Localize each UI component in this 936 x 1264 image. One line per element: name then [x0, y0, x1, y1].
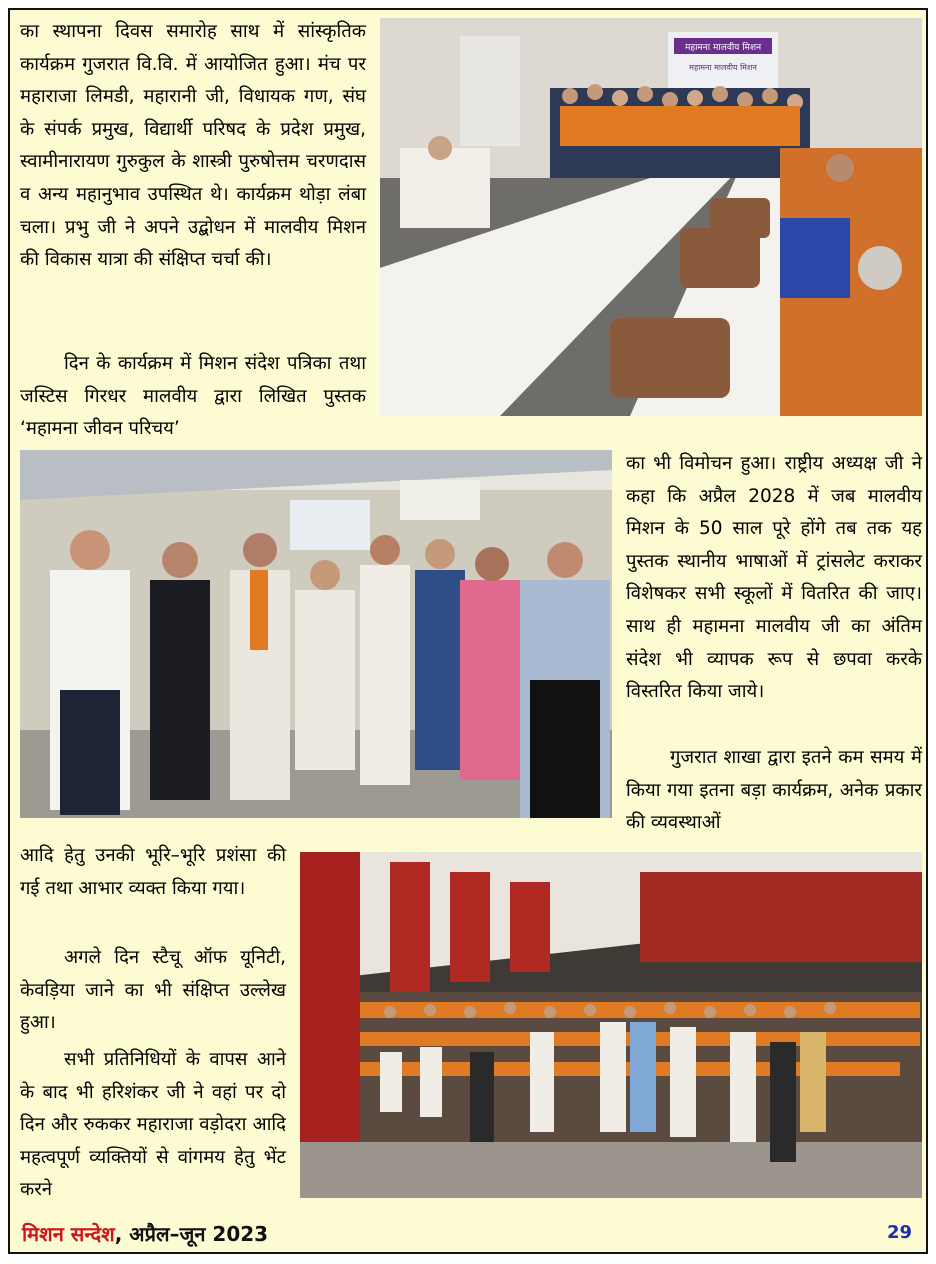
article-paragraph-1: का स्थापना दिवस समारोह साथ में सांस्कृतिक कार्यक्रम गुजरात वि.वि. में आयोजित हुआ। मंच पर महाराजा लिमडी, महारानी जी, विधायक गण, संघ के संपर्क प्रमुख, विद्यार्थी परिषद के प्रदेश प्रमुख, स्वामीनारायण गुरुकुल के शास्त्री पुरुषोत्तम चरणदास व अन्य महानुभाव उपस्थित थे। कार्यक्रम थोड़ा लंबा चला। प्रभु जी ने अपने उद्बोधन में मालवीय मिशन की विकास यात्रा की संक्षिप्त चर्चा की।: [20, 21, 366, 271]
footer-issue: , अप्रैल–जून 2023: [114, 1222, 269, 1246]
magazine-page: [8, 8, 928, 1254]
article-paragraph-3: का भी विमोचन हुआ। राष्ट्रीय अध्यक्ष जी ने कहा कि अप्रैल 2028 में जब मालवीय मिशन के 50 साल पूरे होंगे तब तक यह पुस्तक स्थानीय भाषाओं में ट्रांसलेट कराकर विशेषकर सभी स्कूलों में वितरित की जाए। साथ ही महामना मालवीय जी का अंतिम संदेश भी व्यापक रूप से छपवा करके विस्तरित किया जाये।: [626, 453, 922, 703]
banner-text-1: महामना मालवीय मिशन: [684, 43, 762, 53]
photo-group-standing: [20, 450, 612, 818]
photo-book-release: [380, 18, 922, 416]
article-paragraph-4: गुजरात शाखा द्वारा इतने कम समय में किया गया इतना बड़ा कार्यक्रम, अनेक प्रकार की व्यवस्थाओं: [626, 747, 922, 834]
footer-brand: मिशन सन्देश: [22, 1222, 115, 1246]
article-paragraph-2: दिन के कार्यक्रम में मिशन संदेश पत्रिका तथा जस्टिस गिरधर मालवीय द्वारा लिखित पुस्तक ‘महामना जीवन परिचय’: [20, 353, 366, 440]
banner-text-2: महामना मालवीय मिशन: [689, 63, 757, 72]
article-paragraph-7: सभी प्रतिनिधियों के वापस आने के बाद भी हरिशंकर जी ने वहां पर दो दिन और रुककर महाराजा वड़ोदरा आदि महत्वपूर्ण व्यक्तियों से वांगमय हेतु भेंट करने: [20, 1049, 286, 1201]
article-paragraph-5: आदि हेतु उनकी भूरि–भूरि प्रशंसा की गई तथा आभार व्यक्त किया गया।: [20, 845, 286, 899]
photo-auditorium: [300, 852, 922, 1198]
footer-issue-info: [22, 1220, 268, 1247]
page-number: 29: [886, 1222, 912, 1243]
article-paragraph-6: अगले दिन स्टैचू ऑफ यूनिटी, केवड़िया जाने का भी संक्षिप्त उल्लेख हुआ।: [20, 947, 286, 1034]
